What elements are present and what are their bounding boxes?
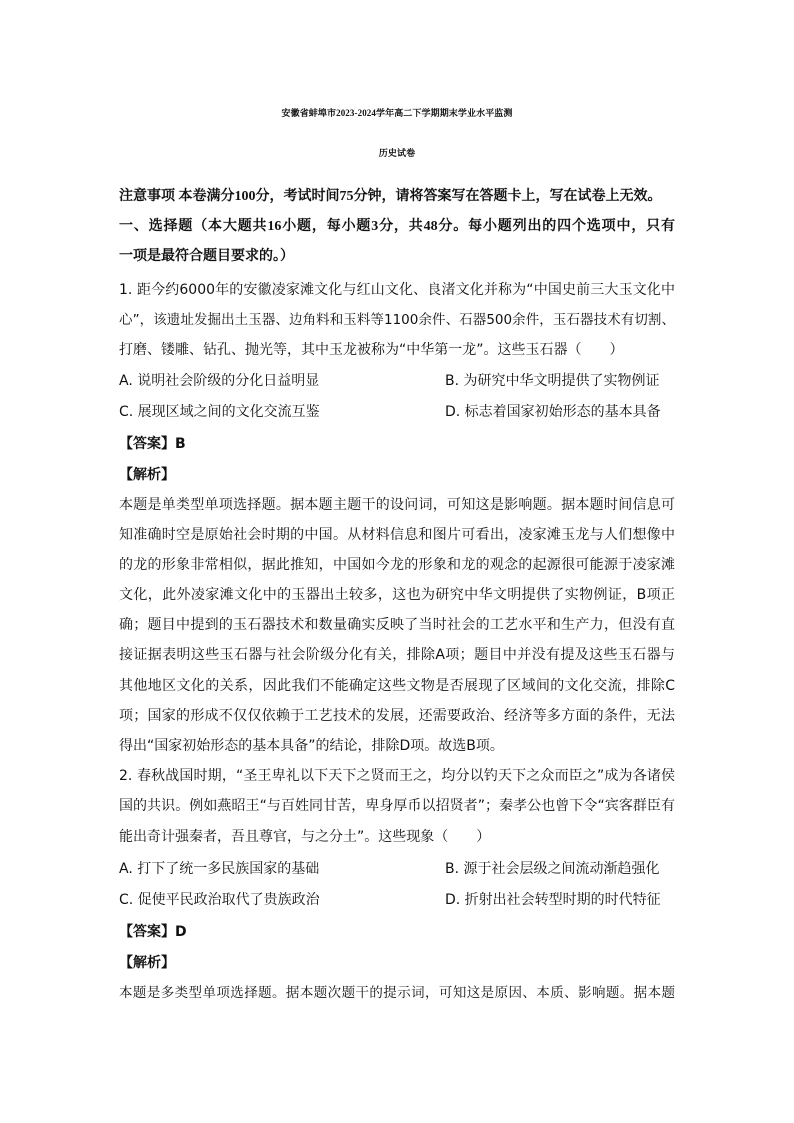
section-heading-cont: 一项是最符合题目要求的。） bbox=[119, 249, 294, 264]
q1-analysis-line: 知准确时空是原始社会时期的中国。从材料信息和图片可看出，凌家滩玉龙与人们想像中 bbox=[119, 527, 675, 543]
q1-analysis-line: 项；国家的形成不仅仅依赖于工艺技术的发展，还需要政治、经济等多方面的条件，无法 bbox=[119, 708, 675, 724]
q1-option-a: A. 说明社会阶级的分化日益明显 bbox=[119, 373, 320, 389]
q1-analysis-line: 得出“国家初始形态的基本具备”的结论，排除D项。故选B项。 bbox=[119, 738, 504, 754]
q1-option-c: C. 展现区域之间的文化交流互鉴 bbox=[119, 404, 320, 420]
q2-answer: 【答案】D bbox=[119, 924, 187, 940]
q1-option-b: B. 为研究中华文明提供了实物例证 bbox=[445, 373, 660, 389]
q1-answer: 【答案】B bbox=[119, 436, 186, 452]
q2-option-b: B. 源于社会层级之间流动渐趋强化 bbox=[445, 861, 660, 877]
q2-analysis-label: 【解析】 bbox=[119, 955, 175, 971]
q2-stem-line: 国的共识。例如燕昭王“与百姓同甘苦，卑身厚币以招贤者”；秦孝公也曾下令“宾客群臣有 bbox=[119, 798, 675, 814]
q1-stem-line: 1. 距今约6000年的安徽凌家滩文化与红山文化、良渚文化并称为“中国史前三大玉文化中 bbox=[119, 282, 675, 298]
q1-option-d: D. 标志着国家初始形态的基本具备 bbox=[445, 404, 661, 420]
q2-stem-line: 能出奇计强秦者，吾且尊官，与之分土”。这些现象（ ） bbox=[119, 829, 491, 845]
q1-analysis-label: 【解析】 bbox=[119, 467, 175, 483]
q1-analysis-line: 的龙的形象非常相似，据此推知，中国如今龙的形象和龙的观念的起源很可能源于凌家滩 bbox=[119, 557, 675, 573]
q1-analysis-line: 文化，此外凌家滩文化中的玉器出土较多，这也为研究中华文明提供了实物例证，B项正 bbox=[119, 587, 675, 603]
exam-title: 安徽省蚌埠市2023-2024学年高二下学期期末学业水平监测 bbox=[281, 108, 513, 118]
q1-analysis-line: 接证据表明这些玉石器与社会阶级分化有关，排除A项；题目中并没有提及这些玉石器与 bbox=[119, 647, 675, 663]
notice-text: 注意事项 本卷满分100分，考试时间75分钟，请将答案写在答题卡上，写在试卷上无效。 bbox=[119, 189, 662, 204]
q2-option-d: D. 折射出社会转型时期的时代特征 bbox=[445, 892, 661, 908]
q1-stem-line: 打磨、镂雕、钻孔、抛光等，其中玉龙被称为“中华第一龙”。这些玉石器（ ） bbox=[119, 342, 624, 358]
q2-option-c: C. 促使平民政治取代了贵族政治 bbox=[119, 892, 320, 908]
q2-stem-line: 2. 春秋战国时期，“圣王卑礼以下天下之贤而王之，均分以钓天下之众而臣之”成为各诸侯 bbox=[119, 768, 675, 784]
q1-analysis-line: 确；题目中提到的玉石器技术和数量确实反映了当时社会的工艺水平和生产力，但没有直 bbox=[119, 617, 675, 633]
q1-stem-line: 心”，该遗址发掘出土玉器、边角料和玉料等1100余件、石器500余件，玉石器技术有切割、 bbox=[119, 312, 675, 328]
q1-analysis-line: 其他地区文化的关系，因此我们不能确定这些文物是否展现了区域间的文化交流，排除C bbox=[119, 678, 675, 694]
q1-analysis-line: 本题是单类型单项选择题。据本题主题干的设问词，可知这是影响题。据本题时间信息可 bbox=[119, 497, 675, 513]
q2-option-a: A. 打下了统一多民族国家的基础 bbox=[119, 861, 320, 877]
q2-analysis-line: 本题是多类型单项选择题。据本题次题干的提示词，可知这是原因、本质、影响题。据本题 bbox=[119, 985, 675, 1001]
section-heading: 一、选择题（本大题共16小题，每小题3分，共48分。每小题列出的四个选项中，只有 bbox=[119, 219, 675, 234]
exam-subtitle: 历史试卷 bbox=[378, 148, 416, 158]
